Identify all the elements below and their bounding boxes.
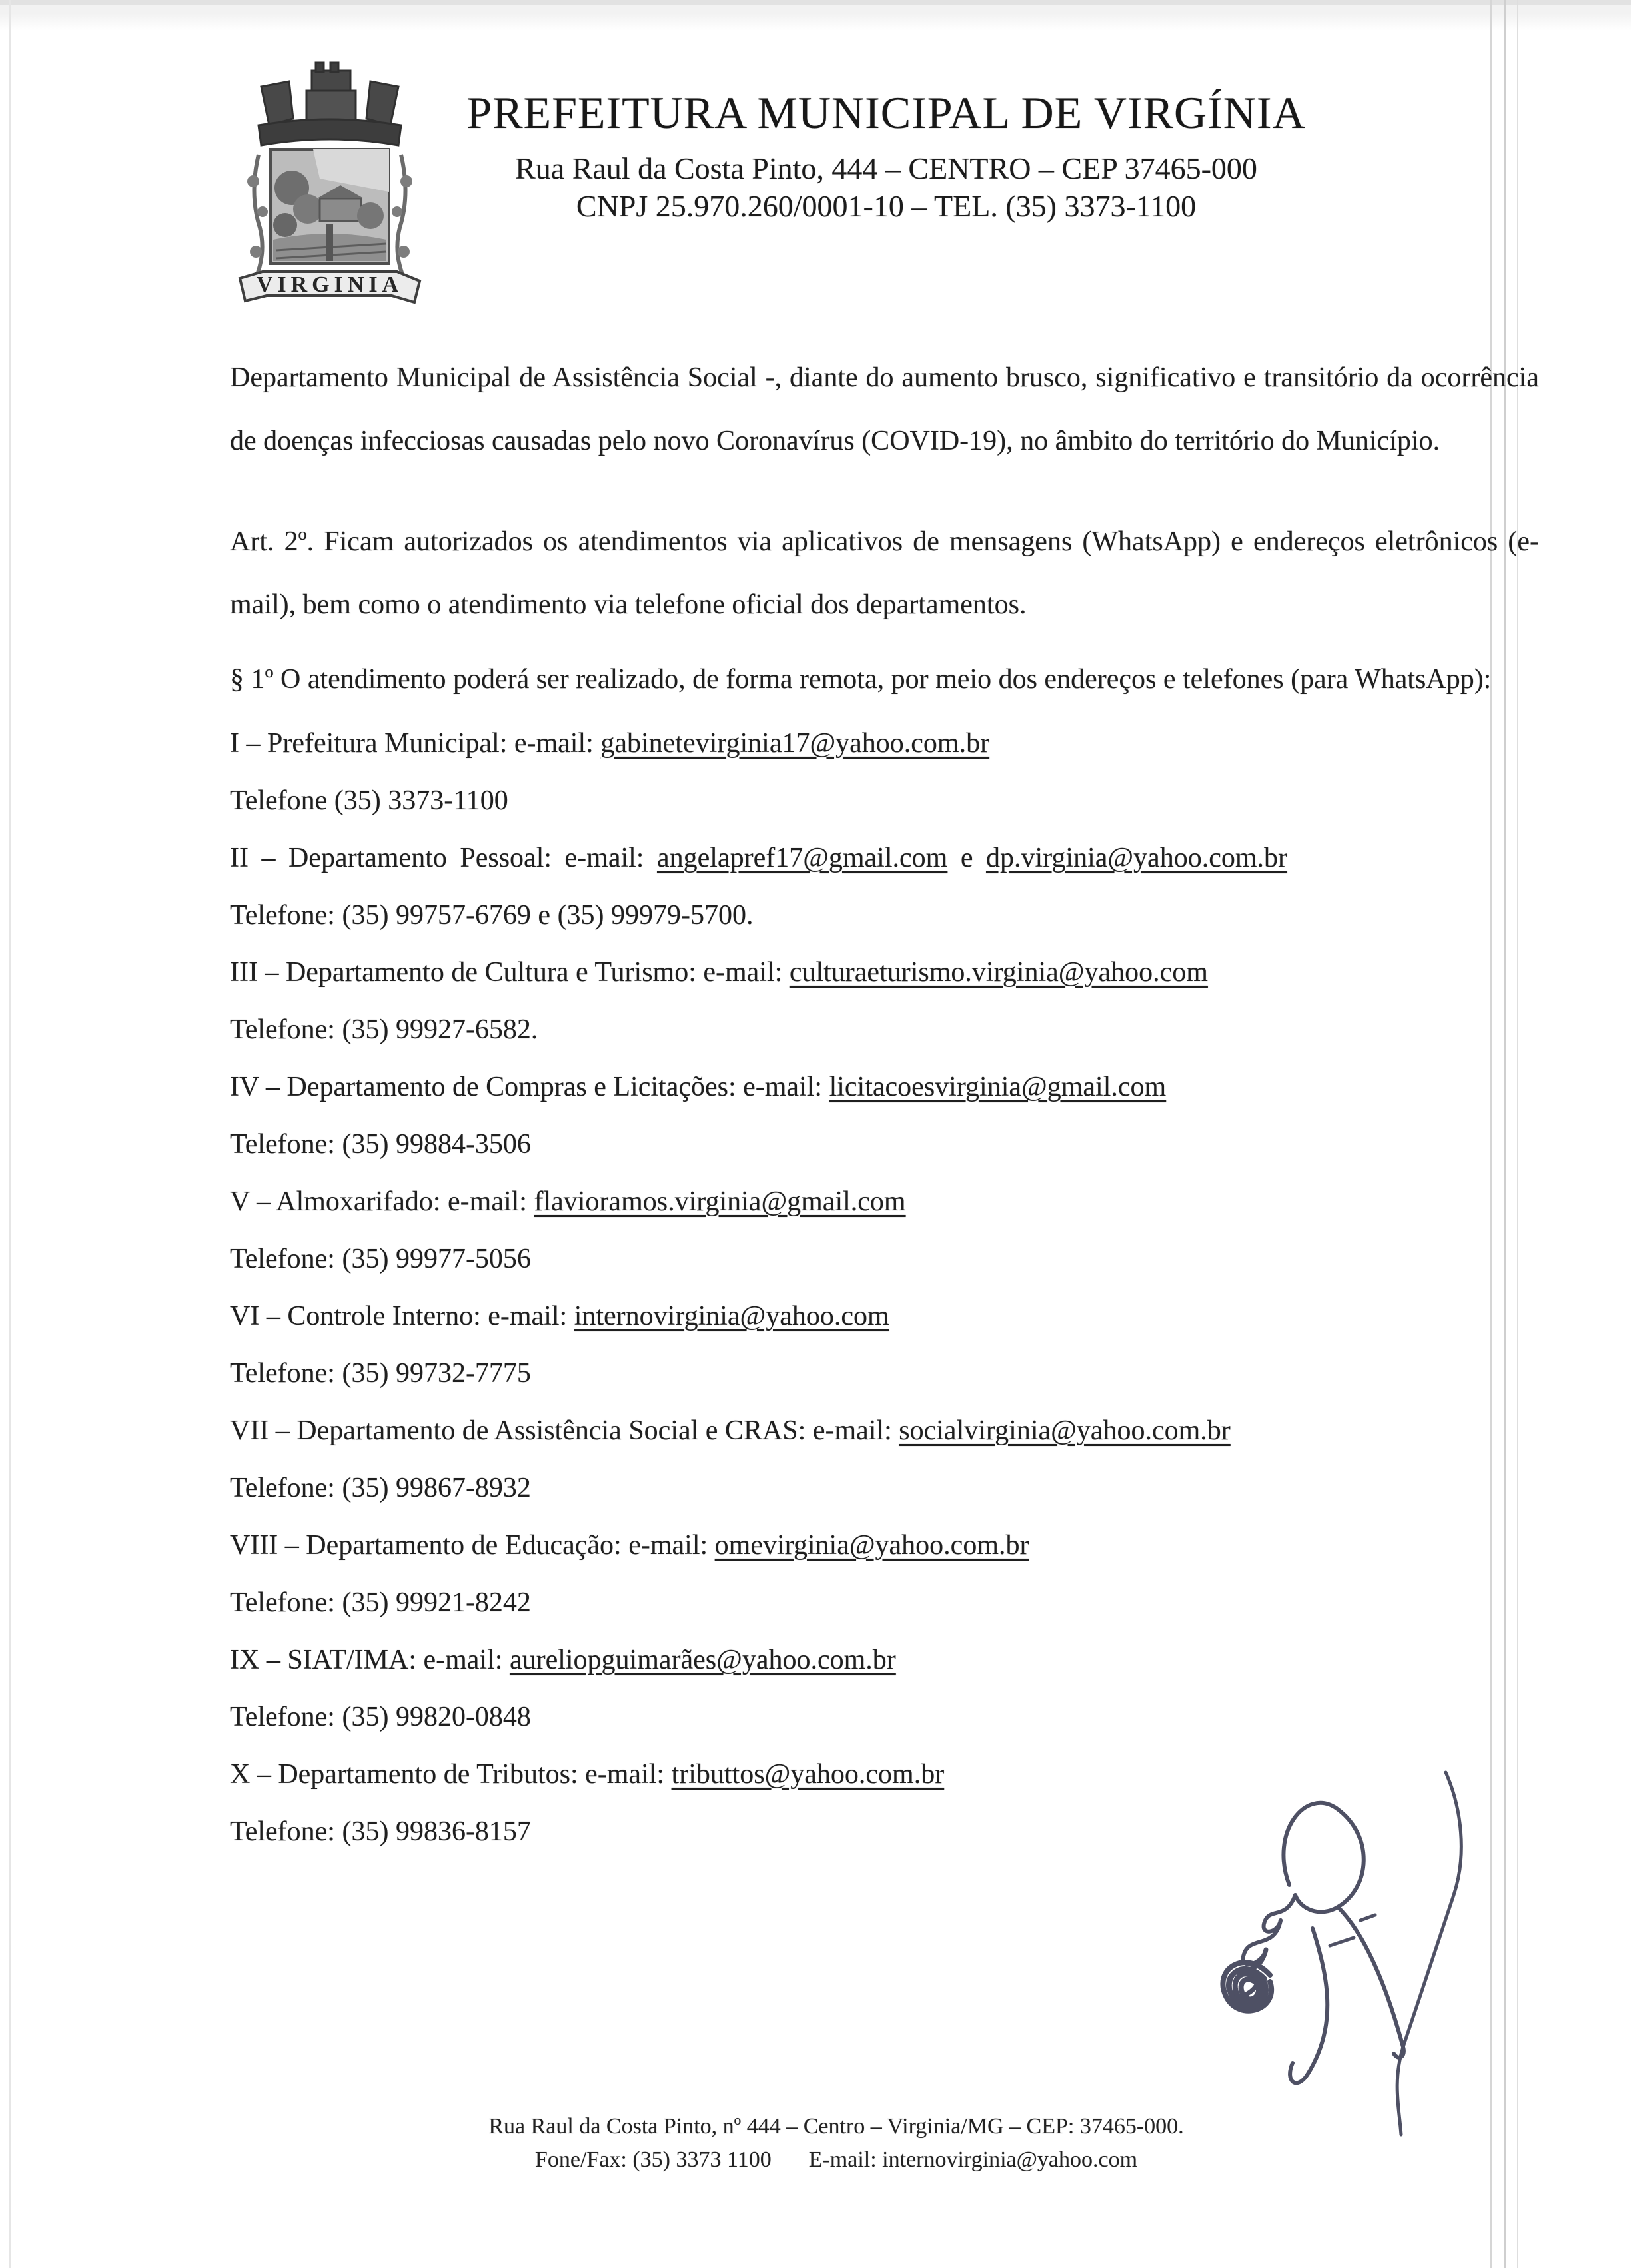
contact-item-phone: Telefone: (35) 99921-8242	[230, 1587, 531, 1618]
contact-item-label: II – Departamento Pessoal: e-mail:	[230, 843, 657, 873]
signature-scribble	[1223, 1962, 1271, 2011]
footer-contact	[386, 2143, 1286, 2177]
contact-list-item	[230, 1173, 1539, 1288]
contact-item-label: IV – Departamento de Compras e Licitações: e-mail:	[230, 1072, 829, 1102]
crest-crown	[259, 63, 401, 145]
header-cnpj-tel: CNPJ 25.970.260/0001-10 – TEL. (35) 3373-1100	[576, 189, 1197, 223]
crest-label: VIRGINIA	[256, 272, 404, 297]
contact-item-phone: Telefone: (35) 99867-8932	[230, 1473, 531, 1503]
contact-item-label: VI – Controle Interno: e-mail:	[230, 1301, 574, 1331]
footer-phone: Fone/Fax: (35) 3373 1100	[534, 2147, 772, 2172]
scan-artifact-top-band	[0, 0, 1631, 31]
header-address: Rua Raul da Costa Pinto, 444 – CENTRO – CEP 37465-000	[515, 151, 1257, 185]
contact-list-item	[230, 1631, 1539, 1746]
document-footer	[386, 2110, 1286, 2177]
intro-paragraph: Departamento Municipal de Assistência Social -, diante do aumento brusco, significativo e transitório da ocorrência de doenças infecciosas causadas pelo novo Coronavírus (COVID-19), no âmbito do território do Município.	[230, 362, 1539, 456]
contact-item-label: VIII – Departamento de Educação: e-mail:	[230, 1530, 715, 1561]
contact-item-text	[230, 1631, 1539, 1689]
contact-item-label: III – Departamento de Cultura e Turismo: e-mail:	[230, 957, 790, 988]
contact-item-text	[230, 1173, 1539, 1230]
contact-item-text	[230, 944, 1539, 1001]
email-link[interactable]: angelapref17@gmail.com	[656, 843, 948, 873]
contact-list	[230, 715, 1539, 1860]
crest-banner	[240, 272, 420, 302]
footer-address: Rua Raul da Costa Pinto, nº 444 – Centro – Virginia/MG – CEP: 37465-000.	[488, 2114, 1184, 2139]
contact-list-item	[230, 1288, 1539, 1402]
email-link[interactable]: gabinetevirginia17@yahoo.com.br	[600, 728, 990, 759]
contact-item-label: V – Almoxarifado: e-mail:	[230, 1186, 534, 1217]
contact-item-phone: Telefone: (35) 99977-5056	[230, 1244, 531, 1274]
email-link[interactable]: socialvirginia@yahoo.com.br	[899, 1415, 1231, 1446]
footer-email: E-mail: internovirginia@yahoo.com	[808, 2147, 1138, 2172]
crest-shield	[271, 149, 389, 264]
email-link[interactable]: licitacoesvirginia@gmail.com	[829, 1072, 1167, 1102]
contact-item-text	[230, 1402, 1539, 1459]
contact-list-item	[230, 1058, 1539, 1173]
email-link[interactable]: tributtos@yahoo.com.br	[671, 1759, 945, 1790]
contact-item-text	[230, 715, 1539, 772]
contact-item-phone: Telefone: (35) 99884-3506	[230, 1129, 531, 1160]
section-1-paragraph: § 1º O atendimento poderá ser realizado, de forma remota, por meio dos endereços e telefones (para WhatsApp):	[230, 664, 1492, 695]
contact-item-conjunction: e	[947, 843, 986, 873]
contact-list-item	[230, 1402, 1539, 1517]
contact-list-item	[230, 1517, 1539, 1631]
contact-item-label: VII – Departamento de Assistência Social e CRAS: e-mail:	[230, 1415, 899, 1446]
email-link[interactable]: internovirginia@yahoo.com	[574, 1301, 889, 1331]
contact-item-text	[230, 1517, 1539, 1574]
page-title: PREFEITURA MUNICIPAL DE VIRGÍNIA	[466, 87, 1306, 138]
contact-list-item	[230, 829, 1539, 944]
document-body	[230, 346, 1539, 1860]
email-link[interactable]: aureliopguimarães@yahoo.com.br	[509, 1645, 896, 1675]
letterhead	[420, 85, 1353, 225]
contact-item-text	[230, 829, 1539, 887]
municipal-crest-icon	[220, 61, 440, 326]
contact-item-text	[230, 1058, 1539, 1116]
contact-item-phone: Telefone: (35) 99820-0848	[230, 1702, 531, 1732]
contact-list-item	[230, 944, 1539, 1058]
email-link[interactable]: dp.virginia@yahoo.com.br	[986, 843, 1287, 873]
contact-list-item	[230, 715, 1539, 829]
email-link[interactable]: flavioramos.virginia@gmail.com	[534, 1186, 906, 1217]
article-2-paragraph: Art. 2º. Ficam autorizados os atendimentos via aplicativos de mensagens (WhatsApp) e endereços eletrônicos (e-mail), bem como o atendimento via telefone oficial dos departamentos.	[230, 526, 1539, 620]
scan-artifact-left-line	[9, 0, 11, 2268]
contact-item-phone: Telefone: (35) 99732-7775	[230, 1358, 531, 1389]
contact-item-phone: Telefone: (35) 99927-6582.	[230, 1014, 538, 1045]
contact-item-phone: Telefone: (35) 99757-6769 e (35) 99979-5700.	[230, 900, 754, 931]
email-link[interactable]: culturaeturismo.virginia@yahoo.com	[789, 957, 1208, 988]
contact-item-label: X – Departamento de Tributos: e-mail:	[230, 1759, 672, 1790]
contact-item-text	[230, 1288, 1539, 1345]
email-link[interactable]: omevirginia@yahoo.com.br	[714, 1530, 1029, 1561]
contact-item-label: IX – SIAT/IMA: e-mail:	[230, 1645, 510, 1675]
contact-item-phone: Telefone: (35) 99836-8157	[230, 1816, 531, 1847]
contact-item-phone: Telefone (35) 3373-1100	[230, 785, 508, 816]
contact-item-label: I – Prefeitura Municipal: e-mail:	[230, 728, 601, 759]
